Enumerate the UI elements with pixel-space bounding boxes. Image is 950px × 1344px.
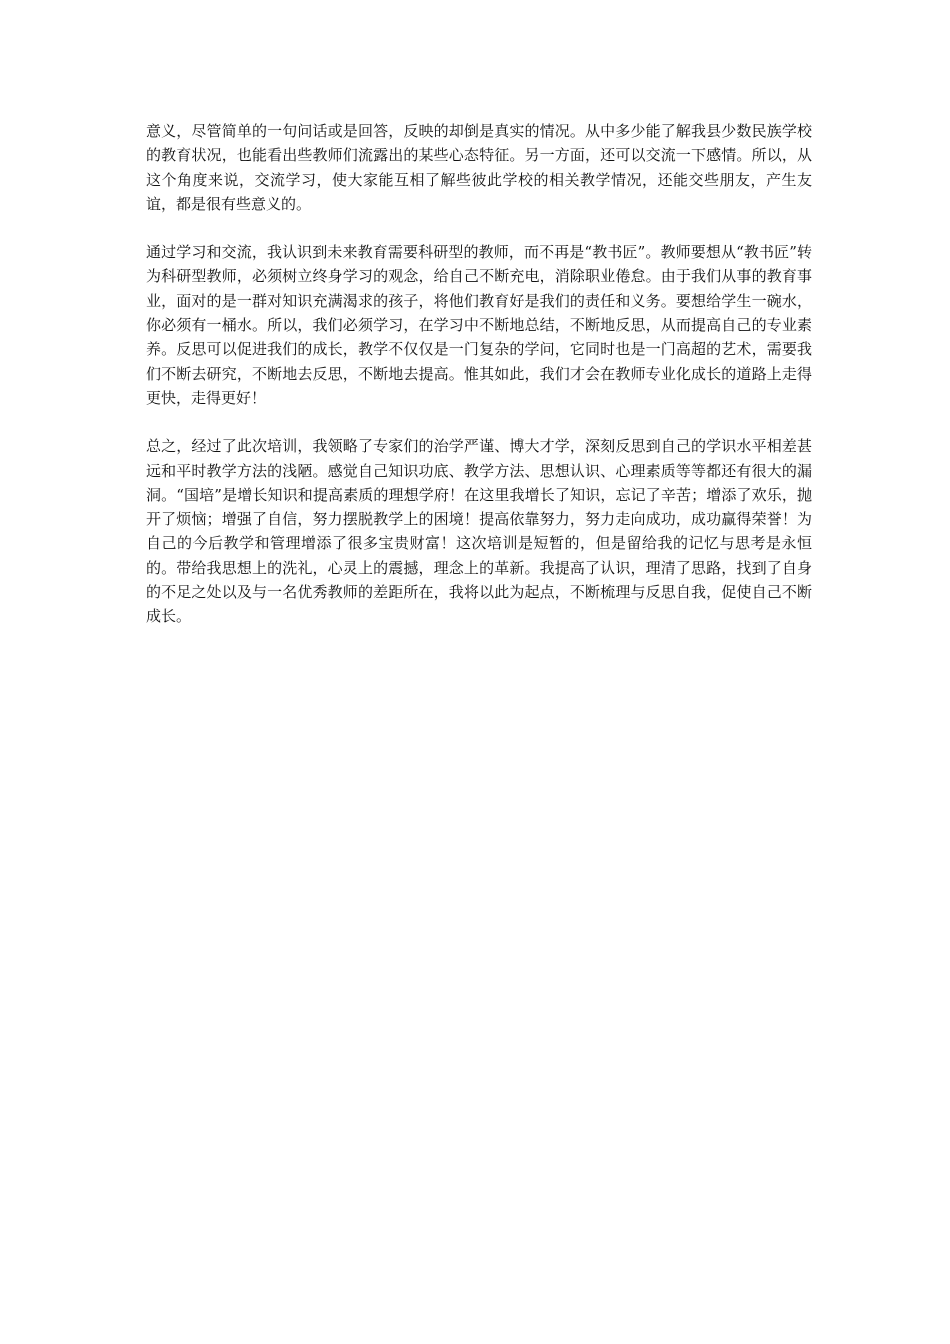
paragraph-research-teacher: 通过学习和交流，我认识到未来教育需要科研型的教师，而不再是“教书匠”。教师要想从“教书匠”转为科研型教师，必须树立终身学习的观念，给自己不断充电，消除职业倦怠。由于我们从事的教育事业，面对的是一群对知识充满渴求的孩子，将他们教育好是我们的责任和义务。要想给学生一碗水，你必须有一桶水。所以，我们必须学习，在学习中不断地总结，不断地反思，从而提高自己的专业素养。反思可以促进我们的成长，教学不仅仅是一门复杂的学问，它同时也是一门高超的艺术，需要我们不断去研究，不断地去反思，不断地去提高。惟其如此，我们才会在教师专业化成长的道路上走得更快，走得更好！ xyxy=(146,243,812,407)
paragraph-conclusion: 总之，经过了此次培训，我领略了专家们的治学严谨、博大才学，深刻反思到自己的学识水平相差甚远和平时教学方法的浅陋。感觉自己知识功底、教学方法、思想认识、心理素质等等都还有很大的漏洞。“国培”是增长知识和提高素质的理想学府！在这里我增长了知识，忘记了辛苦；增添了欢乐，抛开了烦恼；增强了自信，努力摆脱教学上的困境！提高依靠努力，努力走向成功，成功赢得荣誉！为自己的今后教学和管理增添了很多宝贵财富！这次培训是短暂的，但是留给我的记忆与思考是永恒的。带给我思想上的洗礼，心灵上的震撼，理念上的革新。我提高了认识，理清了思路，找到了自身的不足之处以及与一名优秀教师的差距所在，我将以此为起点，不断梳理与反思自我，促使自己不断成长。 xyxy=(146,437,812,626)
document-body xyxy=(146,119,812,629)
paragraph-exchange-significance: 意义，尽管简单的一句问话或是回答，反映的却倒是真实的情况。从中多少能了解我县少数民族学校的教育状况，也能看出些教师们流露出的某些心态特征。另一方面，还可以交流一下感情。所以，从这个角度来说，交流学习，使大家能互相了解些彼此学校的相关教学情况，还能交些朋友，产生友谊，都是很有些意义的。 xyxy=(146,122,812,213)
